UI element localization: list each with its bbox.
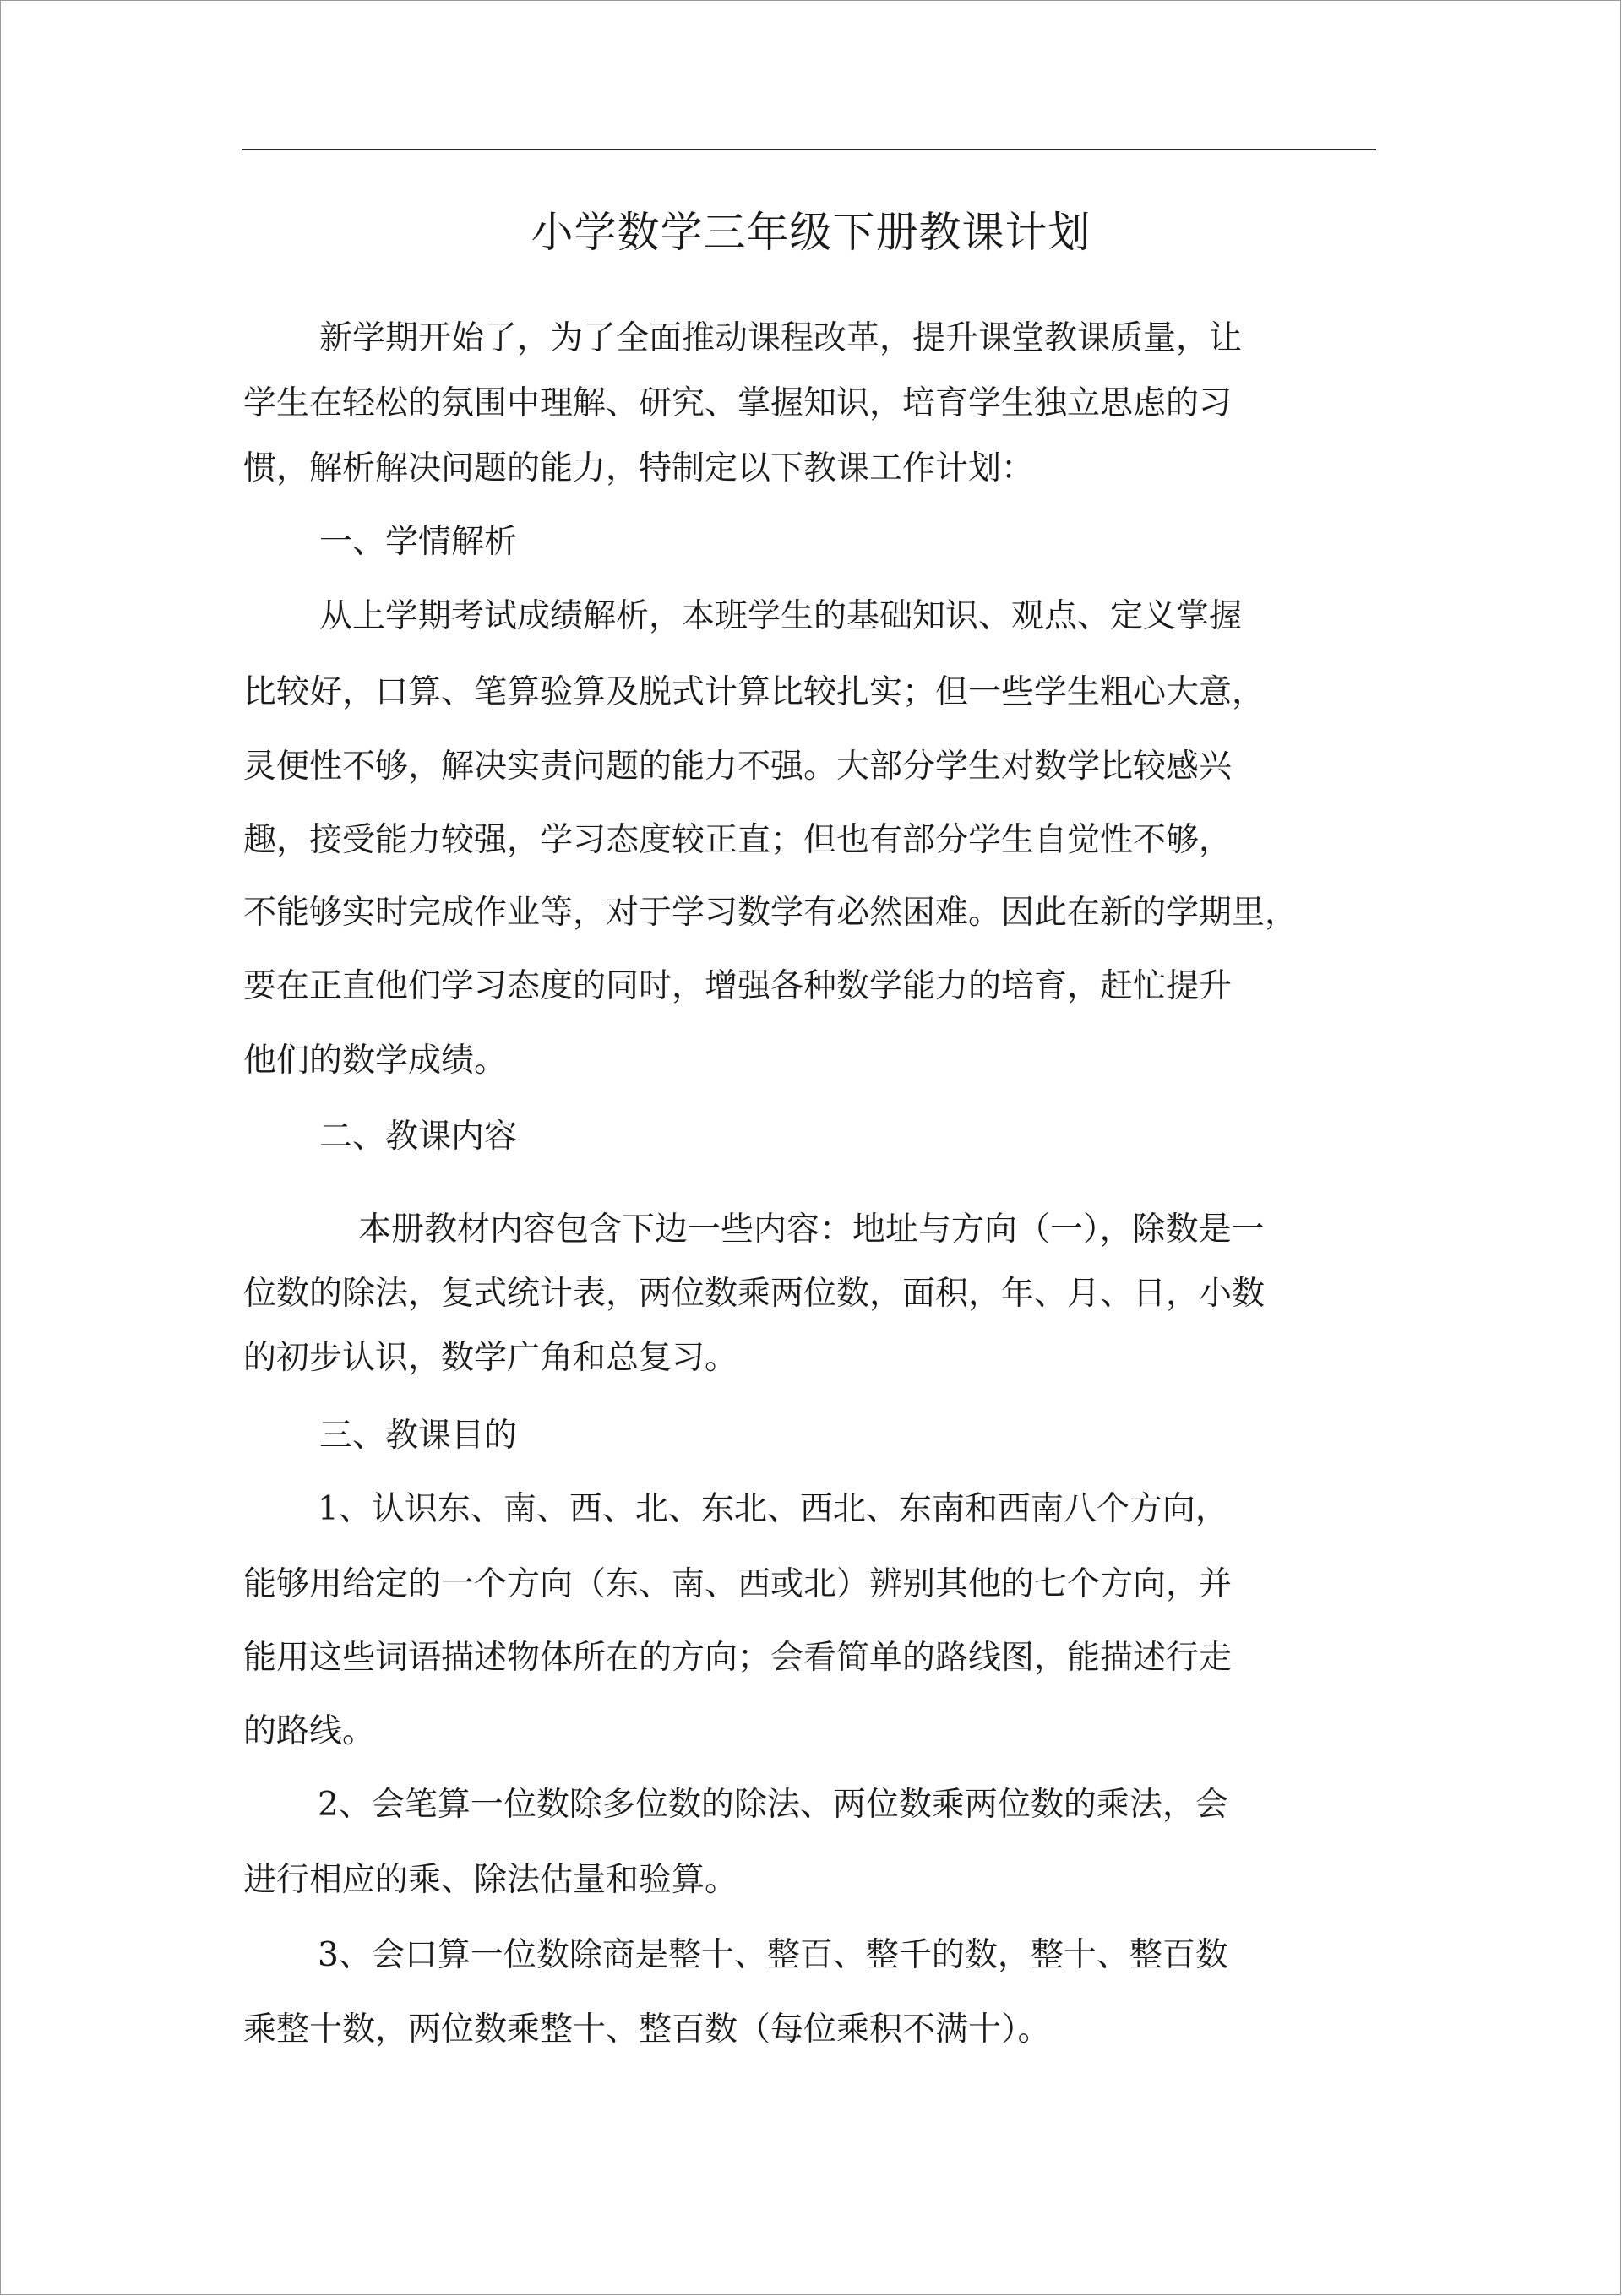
section3-item1-line-1: 1、认识东、南、西、北、东北、西北、东南和西南八个方向，	[318, 1490, 1228, 1528]
section3-heading: 三、教课目的	[319, 1417, 518, 1455]
section3-item3-line-2: 乘整十数，两位数乘整十、整百数（每位乘积不满十）。	[243, 2010, 1051, 2048]
section3-item1-line-2: 能够用给定的一个方向（东、南、西或北）辨别其他的七个方向，并	[243, 1565, 1233, 1603]
section1-line-7: 他们的数学成绩。	[243, 1042, 508, 1080]
section3-item3-line-1: 3、会口算一位数除商是整十、整百、整千的数，整十、整百数	[318, 1936, 1228, 1974]
section1-heading: 一、学情解析	[319, 523, 518, 561]
section2-heading: 二、教课内容	[319, 1118, 518, 1156]
intro-line-3: 惯，解析解决问题的能力，特制定以下教课工作计划：	[243, 449, 1035, 487]
section3-item1-line-3: 能用这些词语描述物体所在的方向；会看简单的路线图，能描述行走	[243, 1639, 1233, 1677]
section3-item2-line-1: 2、会笔算一位数除多位数的除法、两位数乘两位数的乘法，会	[318, 1786, 1228, 1824]
section3-item1-line-4: 的路线。	[243, 1712, 376, 1750]
section2-line-2: 位数的除法，复式统计表，两位数乘两位数，面积，年、月、日，小数	[243, 1275, 1265, 1313]
header-rule	[242, 149, 1376, 150]
intro-line-2: 学生在轻松的氛围中理解、研究、掌握知识，培育学生独立思虑的习	[243, 384, 1233, 422]
section3-item2-line-2: 进行相应的乘、除法估量和验算。	[243, 1861, 738, 1899]
section1-line-5: 不能够实时完成作业等，对于学习数学有必然困难。因此在新的学期里，	[243, 894, 1298, 932]
section1-line-1: 从上学期考试成绩解析，本班学生的基础知识、观点、定义掌握	[319, 597, 1243, 635]
section2-line-1: 本册教材内容包含下边一些内容：地址与方向（一），除数是一	[358, 1211, 1265, 1249]
section1-line-3: 灵便性不够，解决实责问题的能力不强。大部分学生对数学比较感兴	[243, 748, 1233, 786]
intro-line-1: 新学期开始了，为了全面推动课程改革，提升课堂教课质量，让	[319, 319, 1243, 357]
section1-line-6: 要在正直他们学习态度的同时，增强各种数学能力的培育，赶忙提升	[243, 967, 1233, 1005]
document-title: 小学数学三年级下册教课计划	[531, 208, 1091, 257]
section1-line-4: 趣，接受能力较强，学习态度较正直；但也有部分学生自觉性不够，	[243, 821, 1233, 859]
section1-line-2: 比较好，口算、笔算验算及脱式计算比较扎实；但一些学生粗心大意，	[243, 673, 1265, 711]
section2-line-3: 的初步认识，数学广角和总复习。	[243, 1339, 738, 1377]
